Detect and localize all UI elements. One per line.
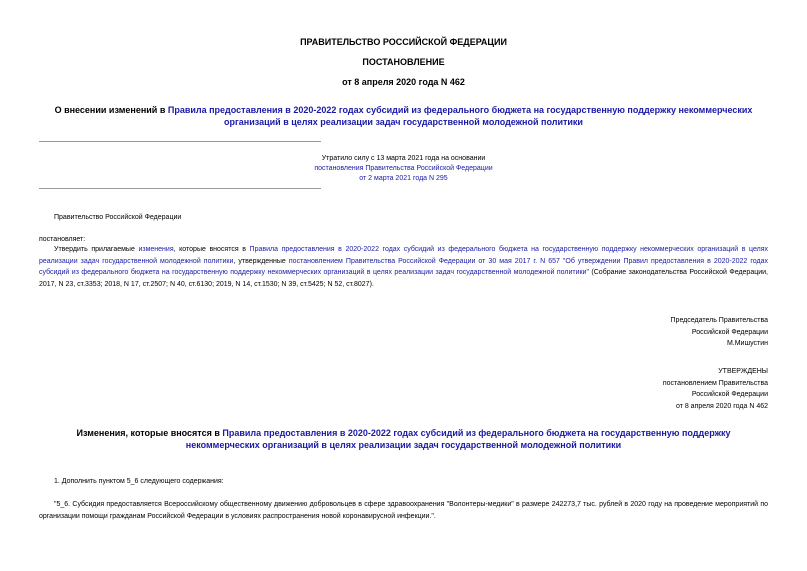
approved-line3: Российской Федерации: [691, 391, 768, 399]
changes-title-prefix: Изменения, которые вносятся в: [76, 428, 223, 438]
title-rules-link[interactable]: Правила предоставления в 2020-2022 годах субсидий из федерального бюджета на государственную поддержку некоммерческих организаций в целях реализации задач государственной молодежной политики: [167, 105, 753, 127]
p1-text-a: Утвердить прилагаемые: [54, 246, 139, 253]
p1-text-c: , утвержденные: [233, 257, 289, 265]
decree-657-link[interactable]: постановлением Правительства Российской Федерации от 30 мая 2017 г. N 657 "Об утверждении Правил предоставления в 2020-2022 годах субсидий из федерального бюджета на государственную поддержку некоммерческих организаций в целях реализации задач государственной молодежной политики": [39, 257, 768, 276]
expiry-note-line1: Утратило силу с 13 марта 2021 года на основании: [321, 155, 486, 162]
document-date-number: от 8 апреля 2020 года N 462: [342, 77, 465, 87]
item-1-text: "5_6. Субсидия предоставляется Всероссийскому общественному движению добровольцев в сфере здравоохранения "Волонтеры-медики" в размере 242273,7 тыс. рублей в 2020 году на проведение мероприятий по организации помощи гражданам Российской Федерации в условиях распространения новой коронавирусной инфекции.".: [39, 501, 768, 520]
government-line: Правительство Российской Федерации: [54, 214, 182, 221]
signature-line1: Председатель Правительства: [670, 317, 768, 324]
top-divider: [39, 141, 321, 142]
changes-link[interactable]: изменения: [138, 246, 174, 253]
expiry-note-link-line3[interactable]: от 2 марта 2021 года N 295: [359, 175, 448, 182]
changes-title-rules-link[interactable]: Правила предоставления в 2020-2022 годах субсидий из федерального бюджета на государственную поддержку некоммерческих организаций в целях реализации задач государственной молодежной политики: [185, 428, 731, 450]
approved-block: [663, 366, 768, 413]
document-title: [40, 104, 767, 128]
signature-line2: Российской Федерации: [691, 328, 768, 336]
expiry-note: [250, 154, 557, 184]
approved-line4: от 8 апреля 2020 года N 462: [675, 403, 768, 411]
expiry-note-link-line2[interactable]: постановления Правительства Российской Федерации: [314, 165, 493, 172]
bottom-divider: [39, 188, 321, 189]
approved-line1: УТВЕРЖДЕНЫ: [718, 368, 768, 375]
resolution-paragraph: [39, 244, 768, 290]
signature-name: М.Мишустин: [726, 340, 768, 348]
p1-text-b: , которые вносятся в: [173, 246, 250, 253]
changes-title: [40, 427, 767, 451]
decides-line: постановляет:: [39, 236, 86, 243]
signature-block: [671, 315, 768, 350]
rules-link[interactable]: Правила предоставления в 2020-2022 годах субсидий из федерального бюджета на государственную поддержку некоммерческих организаций в целях реализации задач государственной молодежной политики: [39, 246, 768, 265]
title-prefix: О внесении изменений в: [54, 105, 168, 115]
item-1: 1. Дополнить пунктом 5_6 следующего содержания:: [54, 478, 224, 485]
document-type-heading: ПОСТАНОВЛЕНИЕ: [362, 57, 445, 67]
p1-text-d: (Собрание законодательства Российской Федерации, 2017, N 23, ст.3353; 2018, N 17, ст.2507; N 40, ст.6130; 2019, N 14, ст.1530; N 39, ст.5425; N 52, ст.8027).: [39, 269, 768, 288]
government-heading: ПРАВИТЕЛЬСТВО РОССИЙСКОЙ ФЕДЕРАЦИИ: [300, 37, 507, 47]
approved-line2: постановлением Правительства: [662, 379, 768, 387]
